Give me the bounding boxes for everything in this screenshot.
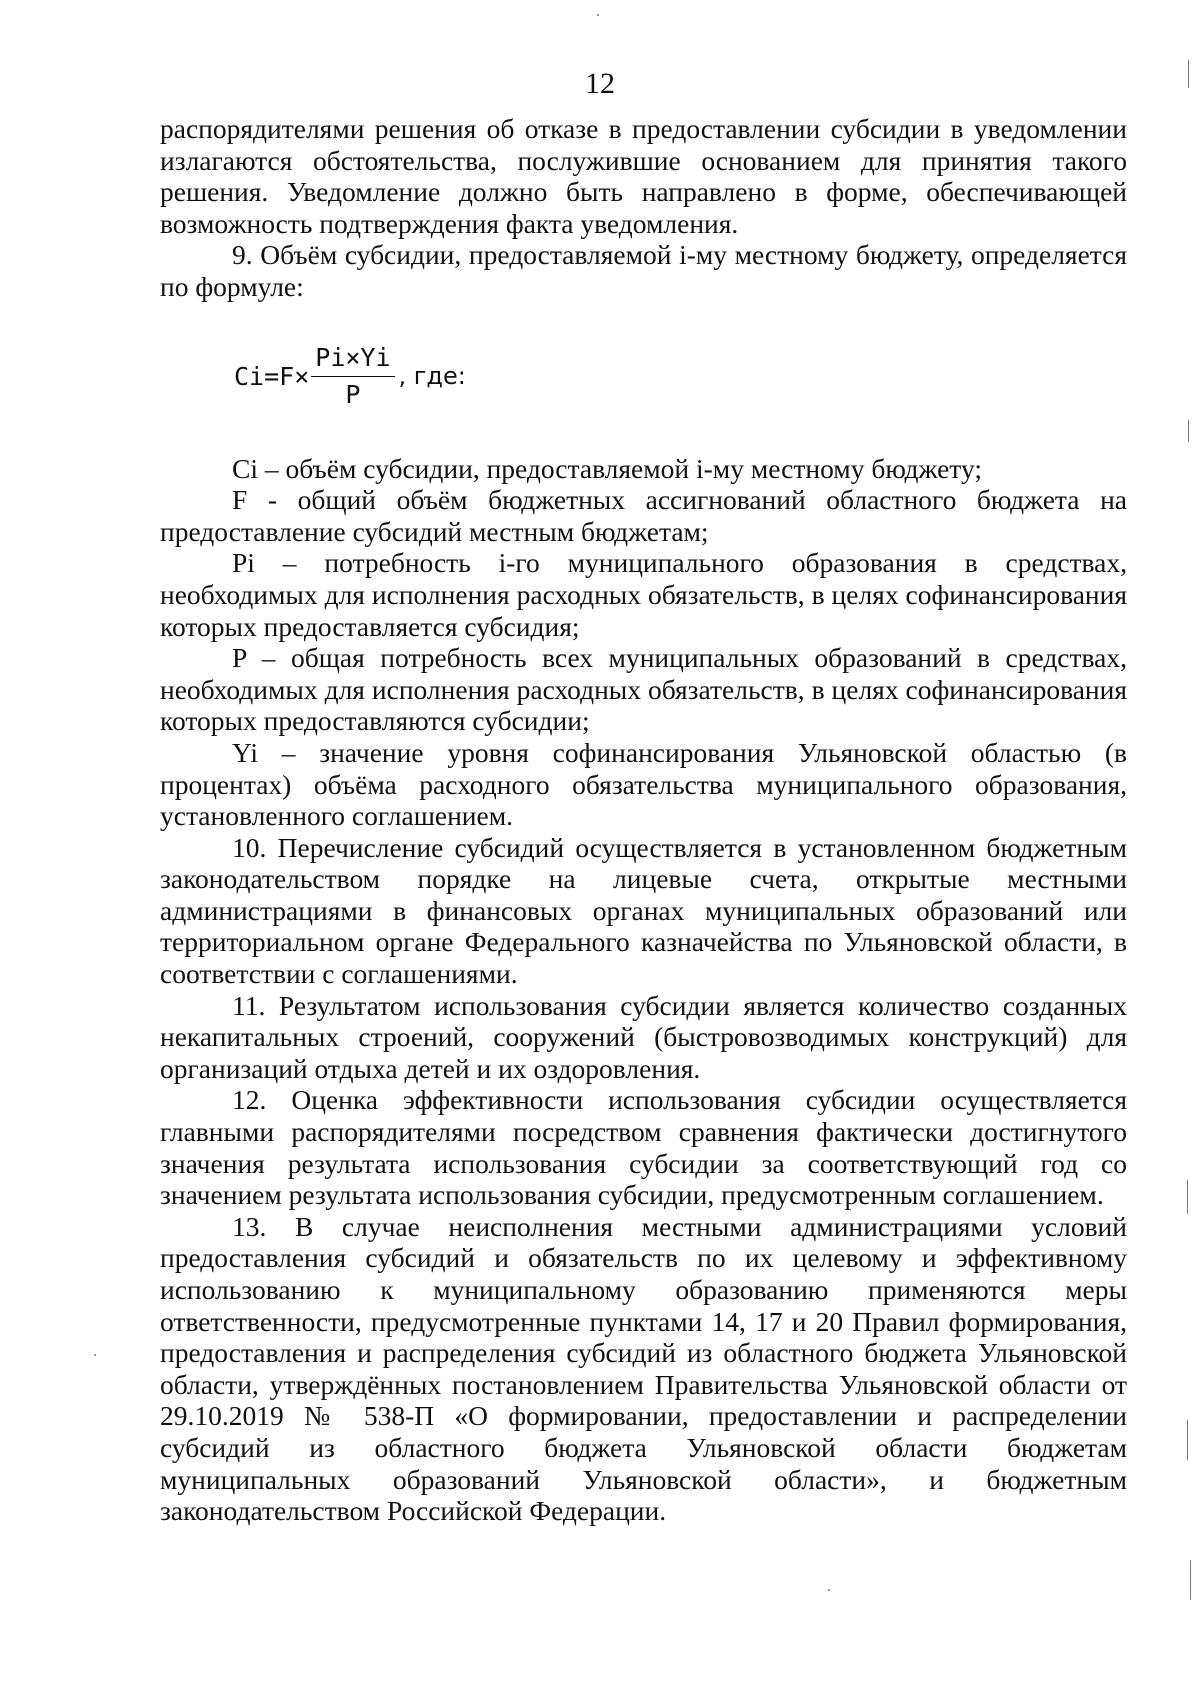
paragraph-item-10: 10. Перечисление субсидий осуществляется в установленном бюджетным законодательством порядке на лицевые счета, открытые местными администрациями в финансовых органах муниципальных образований или территориальном органе Федерального казначейства по Ульяновской области, в соответствии с соглашениями.: [160, 831, 1127, 990]
page-number: 12: [585, 67, 615, 100]
paragraph-item-12: 12. Оценка эффективности использования субсидии осуществляется главными распорядителями посредством сравнения фактически достигнутого значения результата использования субсидии за соответствующий год со значением результата использования субсидии, предусмотренным соглашением.: [160, 1084, 1127, 1211]
definition-yi: Yi – значение уровня софинансирования Ульяновской областью (в процентах) объёма расходного обязательства муниципального образования, установленного соглашением.: [160, 736, 1127, 832]
subsidy-formula: [234, 341, 1127, 413]
definition-ci: Ci – объём субсидии, предоставляемой i-му местному бюджету;: [232, 452, 982, 484]
paragraph-continuation: распорядителями решения об отказе в предоставлении субсидии в уведомлении излагаются обстоятельства, послужившие основанием для принятия такого решения. Уведомление должно быть направлено в форме, обеспечивающей возможность подтверждения факта уведомления.: [160, 113, 1127, 239]
document-body: [160, 113, 1127, 1527]
paragraph-item-9: 9. Объём субсидии, предоставляемой i-му местному бюджету, определяется по формуле:: [160, 239, 1127, 302]
definition-f: F - общий объём бюджетных ассигнований областного бюджета на предоставление субсидий местным бюджетам;: [160, 484, 1127, 547]
formula-left: Ci=F×: [234, 361, 310, 391]
definition-p: P – общая потребность всех муниципальных образований в средствах, необходимых для исполнения расходных обязательств, в целях софинансирования которых предоставляются субсидии;: [160, 642, 1127, 737]
paragraph-item-11: 11. Результатом использования субсидии является количество созданных некапитальных строений, сооружений (быстровозводимых конструкций) для организаций отдыха детей и их оздоровления.: [160, 989, 1127, 1084]
formula-tail: , где:: [398, 361, 466, 390]
paragraph-item-13: 13. В случае неисполнения местными администрациями условий предоставления субсидий и обязательств по их целевому и эффективному использованию к муниципальному образованию применяются меры ответственности, предусмотренные пунктами 14, 17 и 20 Правил формирования, предоставления и распределения субсидий из областного бюджета Ульяновской области, утверждённых постановлением Правительства Ульяновской области от 29.10.2019 № 538-П «О формировании, предоставлении и распределении субсидий из областного бюджета Ульяновской области бюджетам муниципальных образований Ульяновской области», и бюджетным законодательством Российской Федерации.: [160, 1210, 1127, 1527]
definition-pi: Pi – потребность i-го муниципального образования в средствах, необходимых для исполнения расходных обязательств, в целях софинансирования которых предоставляется субсидия;: [160, 547, 1127, 642]
formula-numerator: Pi×Yi: [311, 343, 394, 377]
formula-denominator: P: [345, 380, 361, 410]
formula-fraction: [311, 343, 394, 410]
